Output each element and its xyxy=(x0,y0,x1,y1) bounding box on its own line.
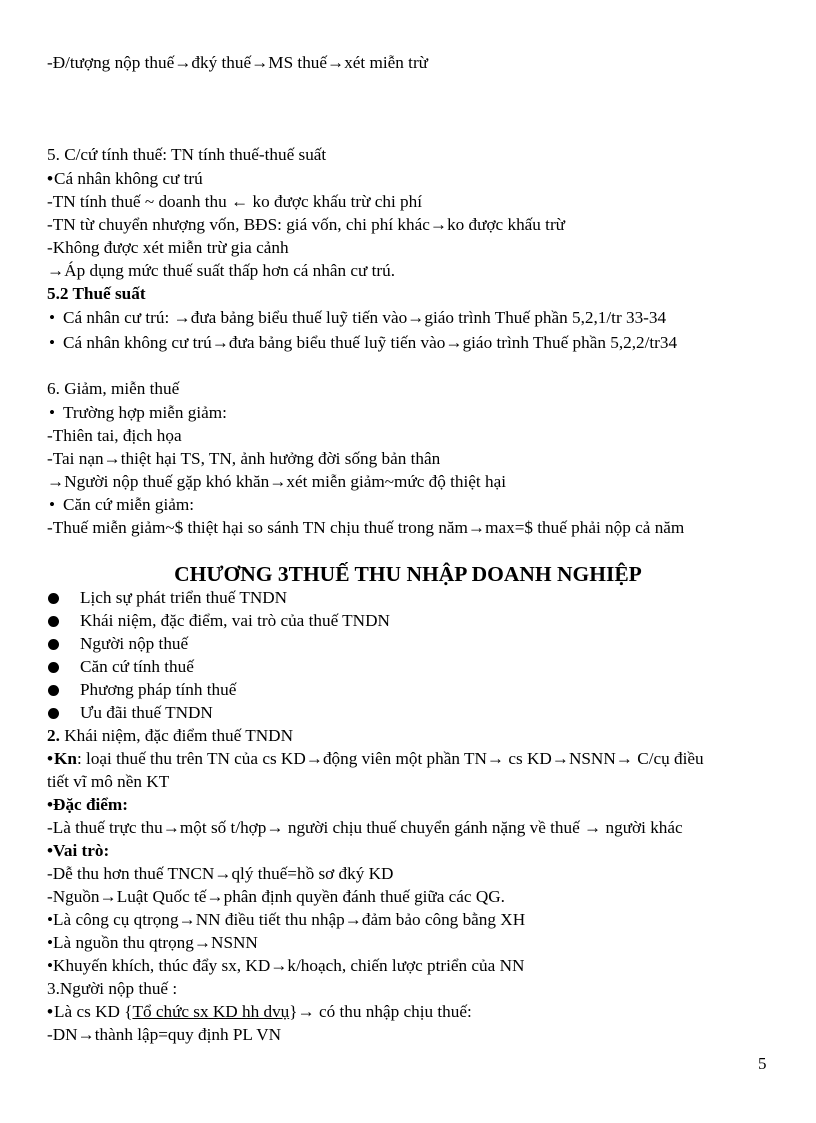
text-line: •Vai trò: xyxy=(47,841,110,860)
text-line: -Là thuế trực thu→một số t/hợp→ người chịu thuế chuyển gánh nặng về thuế → người khác xyxy=(47,818,683,837)
bullet-dot-icon xyxy=(48,639,59,650)
bullet: • xyxy=(47,956,54,975)
section-heading: 5.2 Thuế suất xyxy=(47,284,146,303)
bullet: • xyxy=(49,333,56,352)
bullet: • xyxy=(47,1002,54,1021)
list-item: Người nộp thuế xyxy=(80,634,189,653)
text-line: -Đ/tượng nộp thuế→đký thuế→MS thuế→xét miễn trừ xyxy=(47,53,428,72)
text-line: -Dễ thu hơn thuế TNCN→qlý thuế=hồ sơ đký KD xyxy=(47,864,394,883)
text-line: →Áp dụng mức thuế suất thấp hơn cá nhân cư trú. xyxy=(47,261,395,280)
text-line: -Thuế miễn giảm~$ thiệt hại so sánh TN chịu thuế trong năm→max=$ thuế phải nộp cả năm xyxy=(47,518,685,537)
bullet-dot-icon xyxy=(48,685,59,696)
bullet-item: • Cá nhân không cư trú→đưa bảng biểu thuế luỹ tiến vào→giáo trình Thuế phần 5,2,2/tr34 xyxy=(49,333,678,352)
text-line: -Tai nạn→thiệt hại TS, TN, ảnh hưởng đời sống bản thân xyxy=(47,449,441,468)
section-heading: 3.Người nộp thuế : xyxy=(47,979,178,998)
bullet-dot-icon xyxy=(48,593,59,604)
text-line: -DN→thành lập=quy định PL VN xyxy=(47,1025,282,1044)
section-heading: 6. Giảm, miễn thuế xyxy=(47,379,180,398)
bullet: • xyxy=(47,933,54,952)
section-heading: 5. C/cứ tính thuế: TN tính thuế-thuế suất xyxy=(47,145,327,164)
list-item: Căn cứ tính thuế xyxy=(80,657,194,676)
text-line: -TN tính thuế ~ doanh thu ← ko được khấu trừ chi phí xyxy=(47,192,422,211)
text-line: -TN từ chuyển nhượng vốn, BĐS: giá vốn, chi phí khác→ko được khấu trừ xyxy=(47,215,565,234)
bullet: • xyxy=(49,495,56,514)
bullet: • xyxy=(47,910,54,929)
section-heading: 2. Khái niệm, đặc điểm thuế TNDN xyxy=(47,726,293,745)
bullet-item: • Cá nhân cư trú: →đưa bảng biểu thuế luỹ tiến vào→giáo trình Thuế phần 5,2,1/tr 33-34 xyxy=(49,308,667,327)
text-line: tiết vĩ mô nền KT xyxy=(47,772,170,791)
text-line: •Là cs KD {Tổ chức sx KD hh dvụ}→ có thu nhập chịu thuế: xyxy=(47,1002,472,1021)
text-line: -Không được xét miễn trừ gia cảnh xyxy=(47,238,289,257)
bullet: • xyxy=(47,749,54,768)
bullet-dot-icon xyxy=(48,708,59,719)
bullet: • xyxy=(47,841,54,860)
chapter-title: CHƯƠNG 3THUẾ THU NHẬP DOANH NGHIỆP xyxy=(174,562,642,586)
bullet-dot-icon xyxy=(48,616,59,627)
text-line: -Thiên tai, địch họa xyxy=(47,426,182,445)
bullet: • xyxy=(47,795,54,814)
bullet-dot-icon xyxy=(48,662,59,673)
text-line: •Là công cụ qtrọng→NN điều tiết thu nhập→đảm bảo công bằng XH xyxy=(47,910,526,929)
text-line: •Kn: loại thuế thu trên TN của cs KD→động viên một phần TN→ cs KD→NSNN→ C/cụ điều xyxy=(47,749,704,768)
text-line: •Cá nhân không cư trú xyxy=(47,169,203,188)
list-item: Khái niệm, đặc điểm, vai trò của thuế TNDN xyxy=(80,611,390,630)
bullet: • xyxy=(49,308,56,327)
bullet-item: • Trường hợp miễn giảm: xyxy=(49,403,227,422)
list-item: Ưu đãi thuế TNDN xyxy=(80,703,213,722)
bullet: • xyxy=(47,169,54,188)
list-item: Phương pháp tính thuế xyxy=(80,680,237,699)
text-line: •Đặc điểm: xyxy=(47,795,128,814)
list-item: Lịch sự phát triển thuế TNDN xyxy=(80,588,288,607)
text-line: •Là nguồn thu qtrọng→NSNN xyxy=(47,933,258,952)
text-line: -Nguồn→Luật Quốc tế→phân định quyền đánh thuế giữa các QG. xyxy=(47,887,505,906)
bullet-item: • Căn cứ miễn giảm: xyxy=(49,495,195,514)
text-line: →Người nộp thuế gặp khó khăn→xét miễn giảm~mức độ thiệt hại xyxy=(47,472,506,491)
bullet: • xyxy=(49,403,56,422)
text-line: •Khuyến khích, thúc đẩy sx, KD→k/hoạch, chiến lược ptriển của NN xyxy=(47,956,525,975)
page-number: 5 xyxy=(758,1054,767,1073)
